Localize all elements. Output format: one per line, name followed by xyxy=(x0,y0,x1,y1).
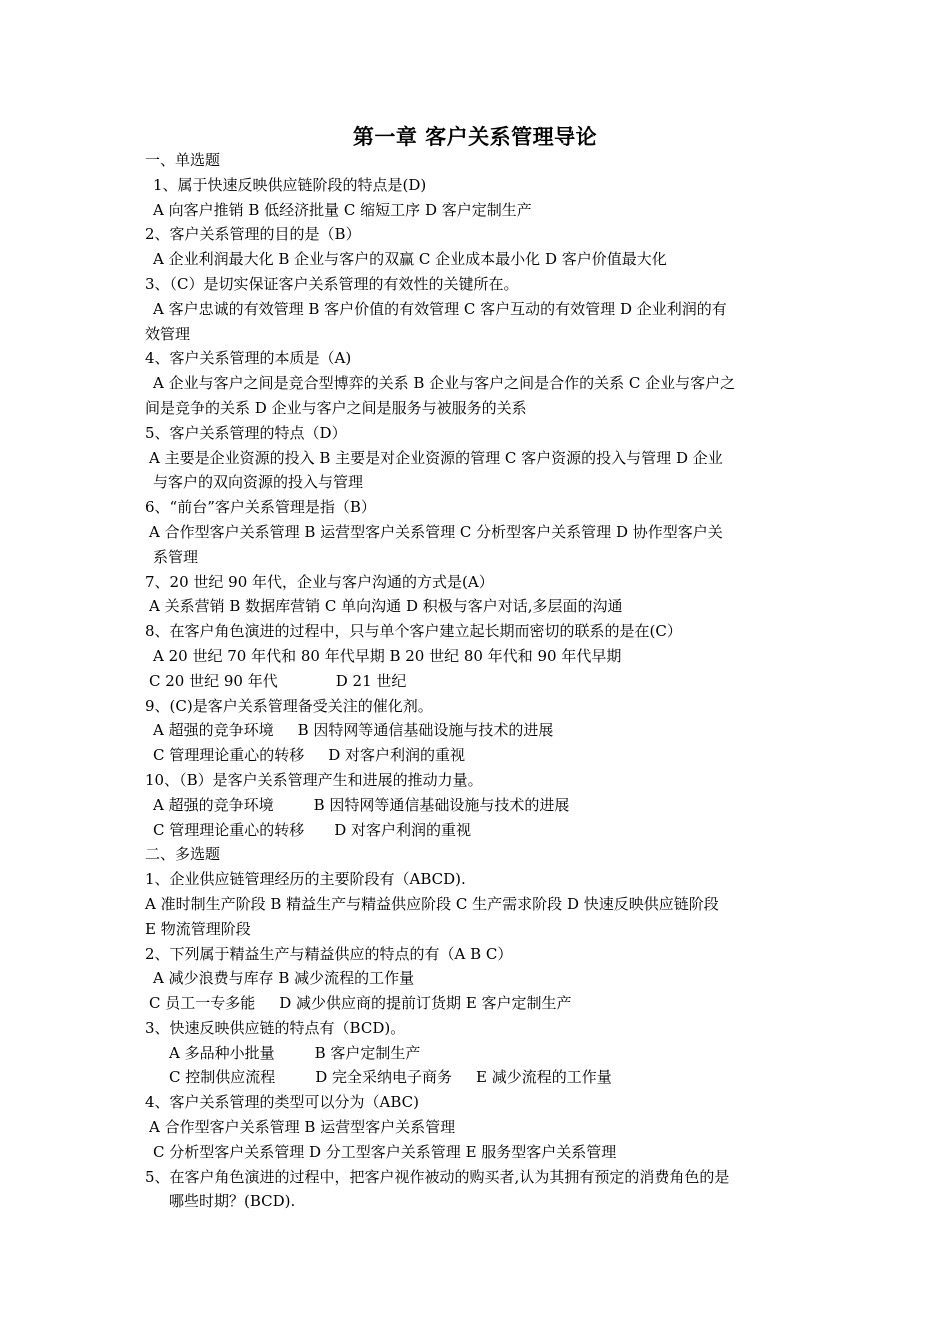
option-c: C 员工一专多能 xyxy=(149,994,256,1013)
question-10-options-cont xyxy=(145,818,810,843)
option-b: B 因特网等通信基础设施与技术的进展 xyxy=(297,721,554,740)
multi-question-1: 1、企业供应链管理经历的主要阶段有（ABCD). xyxy=(145,870,466,889)
question-3: 3、（C）是切实保证客户关系管理的有效性的关键所在。 xyxy=(145,274,519,293)
multi-question-2: 2、下列属于精益生产与精益供应的特点的有（A B C） xyxy=(145,944,513,963)
option-c: C 管理理论重心的转移 xyxy=(153,820,305,839)
question-3-options: A 客户忠诚的有效管理 B 客户价值的有效管理 C 客户互动的有效管理 D 企业利润的有 xyxy=(153,299,727,318)
question-10-options xyxy=(145,793,810,818)
multi-question-5: 5、在客户角色演进的过程中，把客户视作被动的购买者,认为其拥有预定的消费角色的是 xyxy=(145,1167,730,1186)
option-b: B 客户定制生产 xyxy=(314,1043,421,1062)
multi-question-4-options: A 合作型客户关系管理 B 运营型客户关系管理 xyxy=(149,1118,456,1137)
question-6: 6、“前台”客户关系管理是指（B） xyxy=(145,498,376,517)
question-10: 10、（B）是客户关系管理产生和进展的推动力量。 xyxy=(145,770,483,789)
option-d: D 21 世纪 xyxy=(335,671,407,690)
section-heading-multi-choice: 二、多选题 xyxy=(145,845,221,864)
option-c: C 20 世纪 90 年代 xyxy=(149,671,278,690)
section-heading-single-choice: 一、单选题 xyxy=(145,151,221,169)
option-c: C 控制供应流程 xyxy=(169,1068,276,1087)
option-b: B 因特网等通信基础设施与技术的进展 xyxy=(313,795,570,814)
multi-question-4: 4、客户关系管理的类型可以分为（ABC) xyxy=(145,1093,420,1112)
multi-question-3: 3、快速反映供应链的特点有（BCD)。 xyxy=(145,1018,406,1037)
question-3-options-cont: 效管理 xyxy=(145,324,191,343)
multi-question-2-options: A 减少浪费与库存 B 减少流程的工作量 xyxy=(153,969,415,988)
option-a: A 多品种小批量 xyxy=(169,1043,275,1062)
question-5-options-cont: 与客户的双向资源的投入与管理 xyxy=(153,473,364,492)
question-1: 1、属于快速反映供应链阶段的特点是(D) xyxy=(153,175,427,194)
question-9: 9、(C)是客户关系管理备受关注的催化剂。 xyxy=(145,696,433,715)
question-8-options: A 20 世纪 70 年代和 80 年代早期 B 20 世纪 80 年代和 90 年代早期 xyxy=(153,646,622,665)
option-c: C 管理理论重心的转移 xyxy=(153,746,305,765)
question-4-options: A 企业与客户之间是竞合型博弈的关系 B 企业与客户之间是合作的关系 C 企业与客户之 xyxy=(153,374,736,393)
option-a: A 超强的竞争环境 xyxy=(153,795,274,814)
option-d: D 对客户利润的重视 xyxy=(334,820,472,839)
question-4: 4、客户关系管理的本质是（A) xyxy=(145,349,352,368)
option-d-e: D 减少供应商的提前订货期 E 客户定制生产 xyxy=(279,994,572,1013)
question-2: 2、客户关系管理的目的是（B） xyxy=(145,225,361,244)
multi-question-3-options xyxy=(145,1041,810,1066)
multi-question-1-options: A 准时制生产阶段 B 精益生产与精益供应阶段 C 生产需求阶段 D 快速反映供应链阶段 xyxy=(145,894,719,913)
question-6-options: A 合作型客户关系管理 B 运营型客户关系管理 C 分析型客户关系管理 D 协作型客户关 xyxy=(149,522,723,541)
multi-question-2-options-cont xyxy=(145,991,810,1016)
document-body xyxy=(145,148,810,1214)
question-9-options xyxy=(145,718,810,743)
page-title: 第一章 客户关系管理导论 xyxy=(352,124,598,149)
question-1-options: A 向客户推销 B 低经济批量 C 缩短工序 D 客户定制生产 xyxy=(153,200,532,219)
question-9-options-cont xyxy=(145,743,810,768)
question-7-options: A 关系营销 B 数据库营销 C 单向沟通 D 积极与客户对话,多层面的沟通 xyxy=(149,597,623,616)
option-a: A 超强的竞争环境 xyxy=(153,721,274,740)
multi-question-4-options-cont: C 分析型客户关系管理 D 分工型客户关系管理 E 服务型客户关系管理 xyxy=(153,1142,617,1161)
question-2-options: A 企业利润最大化 B 企业与客户的双赢 C 企业成本最小化 D 客户价值最大化 xyxy=(153,250,667,269)
option-e: E 减少流程的工作量 xyxy=(476,1068,612,1087)
option-d: D 对客户利润的重视 xyxy=(328,746,466,765)
question-8-options-cont xyxy=(145,669,810,694)
question-6-options-cont: 系管理 xyxy=(153,547,199,566)
option-d: D 完全采纳电子商务 xyxy=(315,1068,453,1087)
question-5-options: A 主要是企业资源的投入 B 主要是对企业资源的管理 C 客户资源的投入与管理 D 企业 xyxy=(149,448,723,467)
question-7: 7、20 世纪 90 年代，企业与客户沟通的方式是(A） xyxy=(145,572,494,591)
multi-question-3-options-cont xyxy=(145,1065,810,1090)
question-5: 5、客户关系管理的特点（D） xyxy=(145,423,347,442)
multi-question-5-cont: 哪些时期？(BCD). xyxy=(169,1192,296,1211)
multi-question-1-options-cont: E 物流管理阶段 xyxy=(145,919,251,938)
question-4-options-cont: 间是竞争的关系 D 企业与客户之间是服务与被服务的关系 xyxy=(145,398,527,417)
question-8: 8、在客户角色演进的过程中，只与单个客户建立起长期而密切的联系的是在(C） xyxy=(145,622,682,641)
